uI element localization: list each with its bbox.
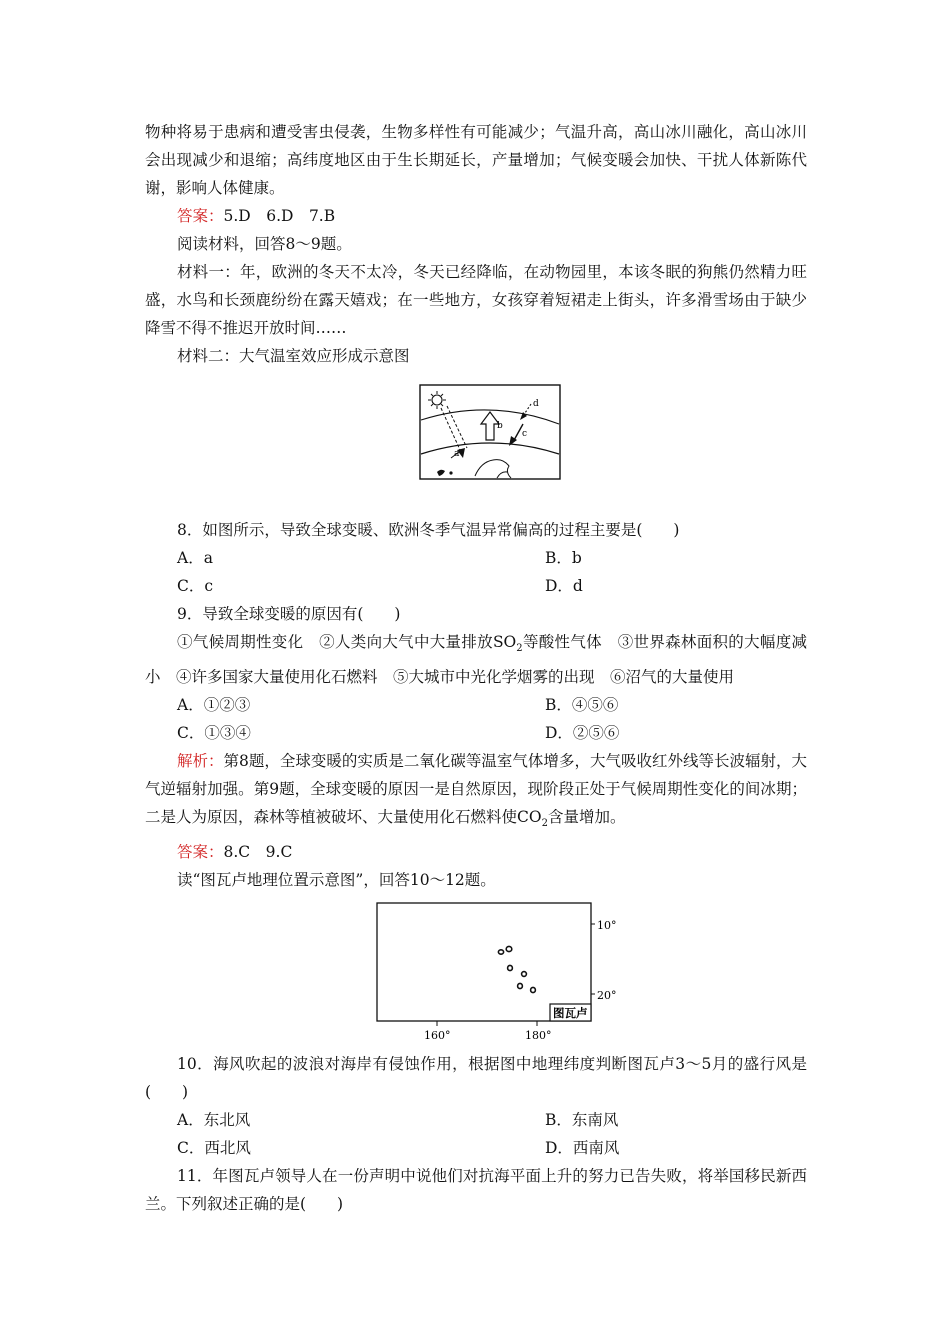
material-one: 材料一：年，欧洲的冬天不太冷，冬天已经降临，在动物园里，本该冬眠的狗熊仍然精力旺盛，水鸟和长颈鹿纷纷在露天嬉戏；在一些地方，女孩穿着短裙走上街头，许多滑雪场由于缺少降雪不得不推迟开放时间……: [145, 263, 807, 337]
answer-label: 答案：: [177, 207, 224, 225]
label-c: c: [522, 429, 528, 439]
tuvalu-location-map: [145, 900, 807, 1046]
answer-8-9: [145, 838, 807, 866]
material-two: 材料二：大气温室效应形成示意图: [177, 347, 410, 365]
paragraph-continued: 物种将易于患病和遭受害虫侵袭，生物多样性有可能减少；气温升高，高山冰川融化，高山冰川会出现减少和退缩；高纬度地区由于生长期延长，产量增加；气候变暖会加快、干扰人体新陈代谢，影响人体健康。: [145, 123, 807, 197]
question-10-stem: 10．海风吹起的波浪对海岸有侵蚀作用，根据图中地理纬度判断图瓦卢3～5月的盛行风是( ): [145, 1055, 807, 1102]
q10-option-d[interactable]: D．西南风: [545, 1139, 620, 1158]
analysis-subscript: 2: [541, 818, 548, 830]
q9-option-a[interactable]: A．①②③: [177, 696, 251, 715]
q9-option-b[interactable]: B．④⑤⑥: [545, 696, 619, 715]
analysis-label: 解析：: [177, 752, 224, 771]
q8-option-a[interactable]: A．a: [177, 549, 213, 567]
analysis-8-9: [145, 747, 807, 838]
label-d: d: [533, 399, 539, 409]
q9-option-c[interactable]: C．①③④: [177, 724, 251, 743]
q9-items-part2: 等酸性气体 ③世界森林面积的大幅度减小 ④许多国家大量使用化石燃料 ⑤大城市中光化学烟雾的出现 ⑥沼气的大量使用: [145, 633, 807, 687]
question-9-options-row1: [145, 691, 807, 719]
q10-option-b[interactable]: B．东南风: [545, 1111, 619, 1130]
q9-items-part1: ①气候周期性变化 ②人类向大气中大量排放SO: [177, 633, 517, 651]
question-11-stem: 11．年图瓦卢领导人在一份声明中说他们对抗海平面上升的努力已告失败，将举国移民新西兰。下列叙述正确的是( ): [145, 1167, 807, 1214]
reading-instruction-10-12: 读“图瓦卢地理位置示意图”，回答10～12题。: [177, 871, 496, 890]
question-10-options-row2: [145, 1134, 807, 1162]
map-country-name: 图瓦卢: [553, 1006, 588, 1021]
question-8-stem: 8．如图所示，导致全球变暖、欧洲冬季气温异常偏高的过程主要是( ): [177, 521, 680, 539]
question-8-options-row2: [145, 572, 807, 600]
answer-text: 8.C 9.C: [223, 843, 293, 862]
question-9-items: [145, 628, 807, 691]
latitude-10: 10°: [597, 919, 617, 933]
q10-option-c[interactable]: C．西北风: [177, 1139, 251, 1158]
greenhouse-effect-diagram: [145, 376, 807, 516]
label-a: a: [454, 449, 460, 459]
q8-option-c[interactable]: C．c: [177, 577, 214, 595]
reading-instruction-8-9: 阅读材料，回答8～9题。: [177, 235, 352, 253]
greenhouse-effect-figure: [145, 376, 807, 516]
answer-label: 答案：: [177, 843, 224, 862]
q10-option-a[interactable]: A．东北风: [177, 1111, 251, 1130]
q9-items-subscript: 2: [516, 643, 523, 655]
question-8-options-row1: [145, 544, 807, 572]
latitude-20: 20°: [597, 989, 617, 1003]
question-9-options-row2: [145, 719, 807, 747]
q8-option-b[interactable]: B．b: [545, 549, 582, 567]
tuvalu-map-figure: [145, 900, 807, 1046]
question-9-stem: 9．导致全球变暖的原因有( ): [177, 605, 401, 623]
q9-option-d[interactable]: D．②⑤⑥: [545, 724, 620, 743]
answer-5-7: [145, 202, 807, 230]
answer-text: 5.D 6.D 7.B: [223, 207, 336, 225]
label-b: b: [497, 421, 503, 431]
analysis-text-part1: 第8题，全球变暖的实质是二氧化碳等温室气体增多，大气吸收红外线等长波辐射，大气逆辐射加强。第9题，全球变暖的原因一是自然原因，现阶段正处于气候周期性变化的间冰期；二是人为原因，森林等植被破坏、大量使用化石燃料使CO: [145, 752, 807, 827]
document-page: [145, 118, 807, 1218]
longitude-160: 160°: [424, 1029, 451, 1043]
analysis-text-part2: 含量增加。: [547, 808, 626, 827]
q8-option-d[interactable]: D．d: [545, 577, 583, 595]
question-10-options-row1: [145, 1106, 807, 1134]
longitude-180: 180°: [525, 1029, 552, 1043]
